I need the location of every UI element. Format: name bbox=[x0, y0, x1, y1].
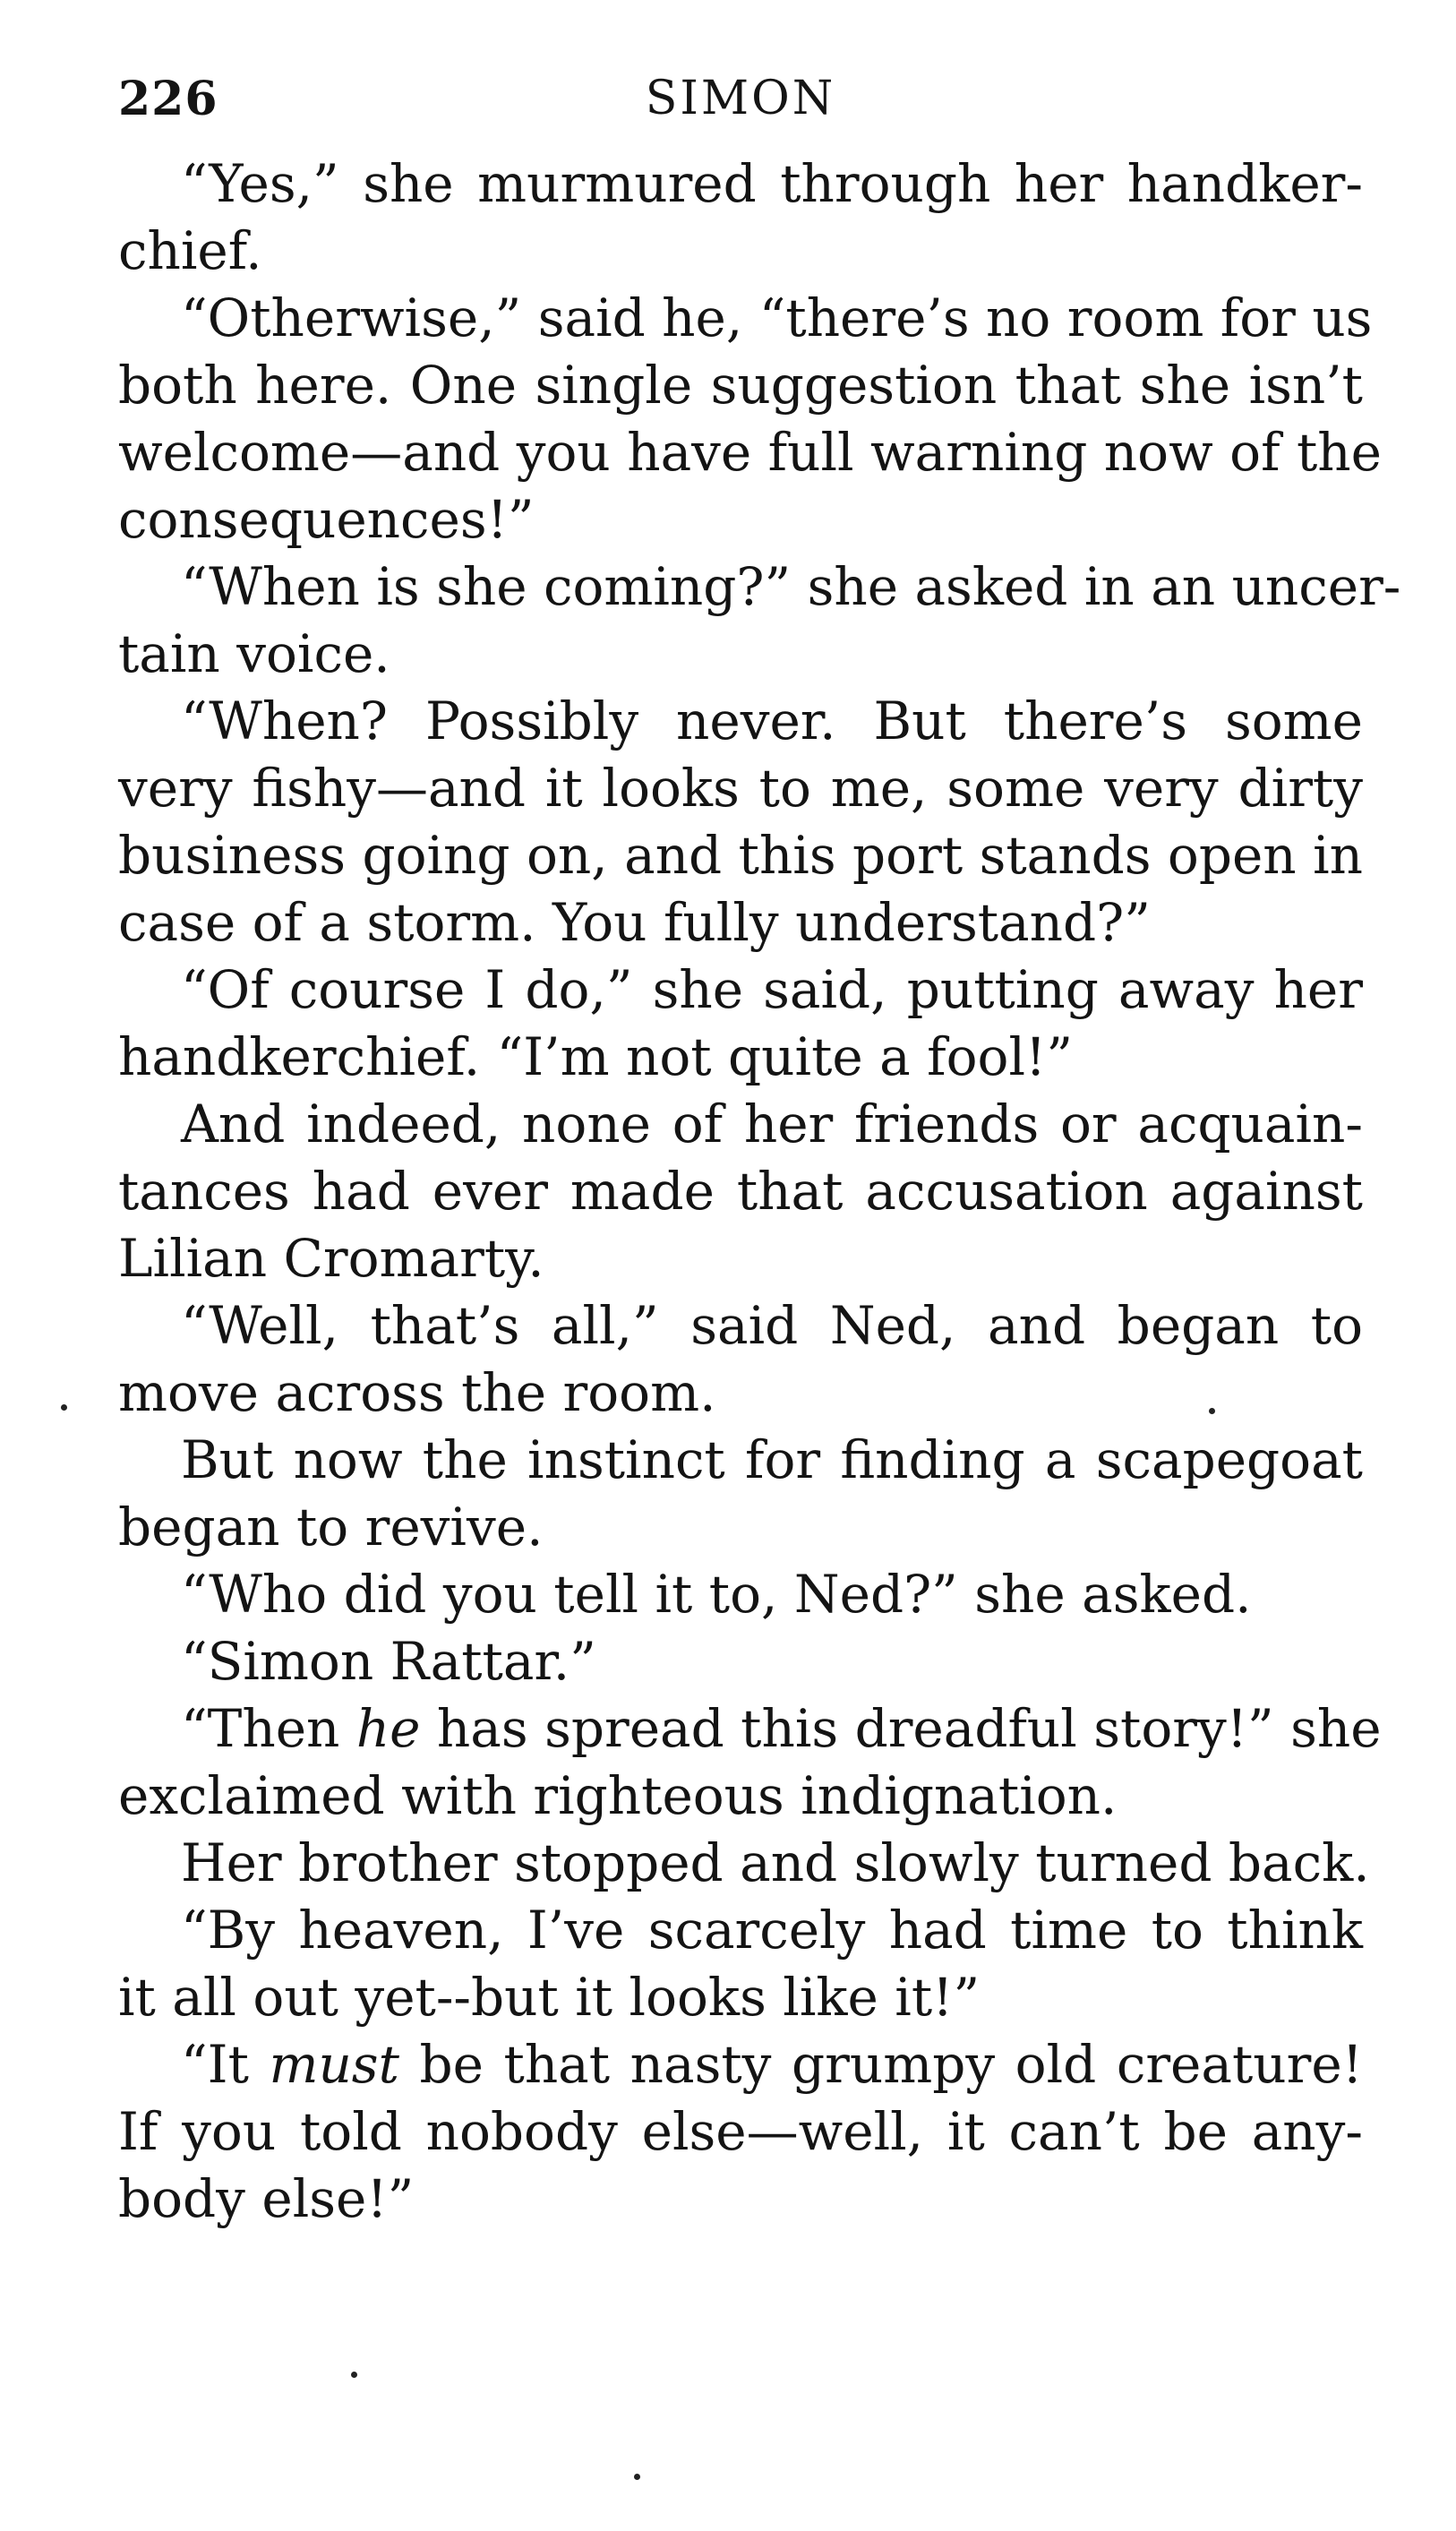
text-line: “Yes,” she murmured through her handker- bbox=[181, 153, 1363, 214]
text-line: it all out yet--but it looks like it!” bbox=[118, 1967, 981, 2028]
text-line: But now the instinct for finding a scapegoat bbox=[181, 1429, 1363, 1490]
print-speck bbox=[351, 2372, 357, 2378]
text-line: “When is she coming?” she asked in an uncer- bbox=[181, 556, 1401, 617]
text-line: If you told nobody else—well, it can’t be any- bbox=[118, 2101, 1363, 2162]
text-line: Lilian Cromarty. bbox=[118, 1228, 544, 1289]
text-line: “Otherwise,” said he, “there’s no room for us bbox=[181, 287, 1373, 348]
text-line: “Then he has spread this dreadful story!” she bbox=[181, 1698, 1382, 1759]
print-speck bbox=[1209, 1408, 1215, 1414]
text-line: very fishy—and it looks to me, some very dirty bbox=[118, 758, 1363, 819]
text-line: “Well, that’s all,” said Ned, and began to bbox=[181, 1295, 1363, 1356]
text-line: both here. One single suggestion that she isn’t bbox=[118, 355, 1363, 416]
text-line: case of a storm. You fully understand?” bbox=[118, 892, 1151, 953]
text-line: Her brother stopped and slowly turned back. bbox=[181, 1832, 1370, 1893]
text-line: “By heaven, I’ve scarcely had time to think bbox=[181, 1900, 1363, 1960]
text-line: consequences!” bbox=[118, 489, 535, 550]
text-line: “When? Possibly never. But there’s some bbox=[181, 691, 1363, 751]
text-line: tances had ever made that accusation against bbox=[118, 1161, 1363, 1222]
body-text bbox=[118, 150, 1401, 2233]
page-header bbox=[118, 72, 1363, 143]
text-line: tain voice. bbox=[118, 623, 390, 684]
print-speck bbox=[61, 1404, 67, 1411]
text-line: handkerchief. “I’m not quite a fool!” bbox=[118, 1026, 1073, 1087]
text-line: And indeed, none of her friends or acquain- bbox=[181, 1094, 1363, 1154]
text-line: began to revive. bbox=[118, 1497, 544, 1557]
text-line: “It must be that nasty grumpy old creature! bbox=[181, 2034, 1363, 2095]
text-line: “Of course I do,” she said, putting away her bbox=[181, 959, 1363, 1020]
text-line: exclaimed with righteous indignation. bbox=[118, 1765, 1118, 1826]
text-line: business going on, and this port stands open in bbox=[118, 825, 1363, 886]
text-line: chief. bbox=[118, 220, 262, 281]
page-number: 226 bbox=[118, 72, 218, 126]
text-line: welcome—and you have full warning now of the bbox=[118, 422, 1382, 483]
emphasis: he bbox=[355, 1698, 421, 1759]
emphasis: must bbox=[269, 2034, 399, 2095]
print-speck bbox=[634, 2474, 640, 2480]
text-line: “Who did you tell it to, Ned?” she asked. bbox=[181, 1564, 1252, 1625]
running-head: SIMON bbox=[645, 72, 836, 125]
text-line: move across the room. bbox=[118, 1362, 716, 1423]
text-line: “Simon Rattar.” bbox=[181, 1631, 596, 1692]
text-line: body else!” bbox=[118, 2168, 415, 2229]
